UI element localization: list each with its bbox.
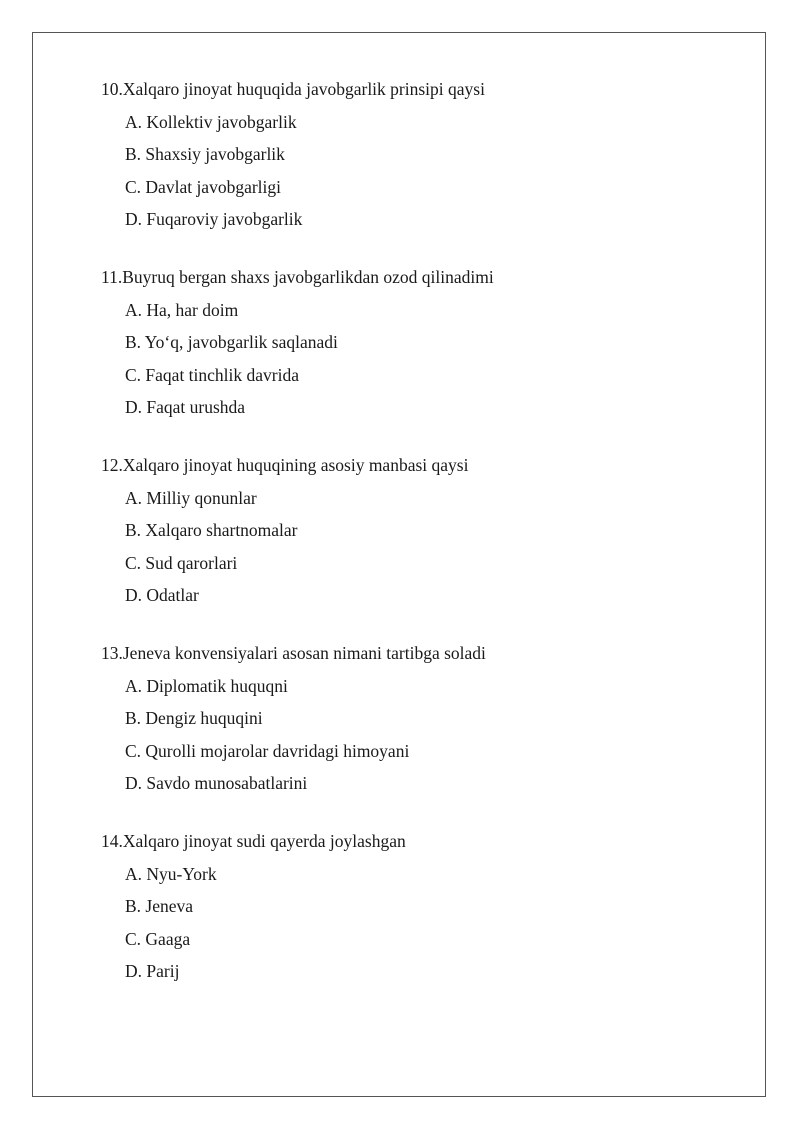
question-block <box>101 825 741 988</box>
question-text <box>101 261 741 294</box>
answer-option: B. Jeneva <box>125 896 194 916</box>
answer-option: C. Sud qarorlari <box>125 552 238 573</box>
question-number: 11. <box>101 267 123 287</box>
question-number: 12. <box>101 455 123 475</box>
question-label: Jeneva konvensiyalari asosan nimani tartibga soladi <box>122 643 486 663</box>
answer-option: C. Qurolli mojarolar davridagi himoyani <box>125 740 410 761</box>
question-block <box>101 261 741 424</box>
question-label: Xalqaro jinoyat huquqining asosiy manbasi qaysi <box>122 455 469 475</box>
answer-option: C. Gaaga <box>125 928 191 949</box>
answer-option: D. Odatlar <box>125 585 199 605</box>
answer-options <box>101 670 741 800</box>
question-label: Buyruq bergan shaxs javobgarlikdan ozod qilinadimi <box>122 267 494 287</box>
question-text <box>101 637 741 670</box>
answer-option: B. Dengiz huquqini <box>125 708 263 728</box>
answer-options <box>101 106 741 236</box>
answer-option: D. Faqat urushda <box>125 397 246 417</box>
answer-option: A. Ha, har doim <box>125 299 239 320</box>
answer-options <box>101 858 741 988</box>
question-label: Xalqaro jinoyat sudi qayerda joylashgan <box>122 831 406 851</box>
question-block <box>101 449 741 612</box>
answer-option: B. Yo‘q, javobgarlik saqlanadi <box>125 332 338 352</box>
answer-options <box>101 482 741 612</box>
answer-option: C. Faqat tinchlik davrida <box>125 364 299 385</box>
question-label: Xalqaro jinoyat huquqida javobgarlik prinsipi qaysi <box>122 79 485 99</box>
answer-option: A. Milliy qonunlar <box>125 487 257 508</box>
question-text <box>101 449 741 482</box>
answer-option: B. Shaxsiy javobgarlik <box>125 144 285 164</box>
question-number: 14. <box>101 831 123 851</box>
answer-option: D. Savdo munosabatlarini <box>125 773 308 793</box>
question-number: 13. <box>101 643 123 663</box>
answer-options <box>101 294 741 424</box>
answer-option: A. Diplomatik huquqni <box>125 675 288 696</box>
question-block <box>101 637 741 800</box>
answer-option: D. Parij <box>125 961 180 981</box>
answer-option: D. Fuqaroviy javobgarlik <box>125 209 303 229</box>
answer-option: C. Davlat javobgarligi <box>125 176 282 197</box>
question-text <box>101 73 741 106</box>
question-block <box>101 73 741 236</box>
answer-option: A. Kollektiv javobgarlik <box>125 111 297 132</box>
question-text <box>101 825 741 858</box>
answer-option: B. Xalqaro shartnomalar <box>125 520 298 540</box>
answer-option: A. Nyu-York <box>125 863 217 884</box>
question-number: 10. <box>101 79 123 99</box>
question-list <box>101 73 741 1013</box>
